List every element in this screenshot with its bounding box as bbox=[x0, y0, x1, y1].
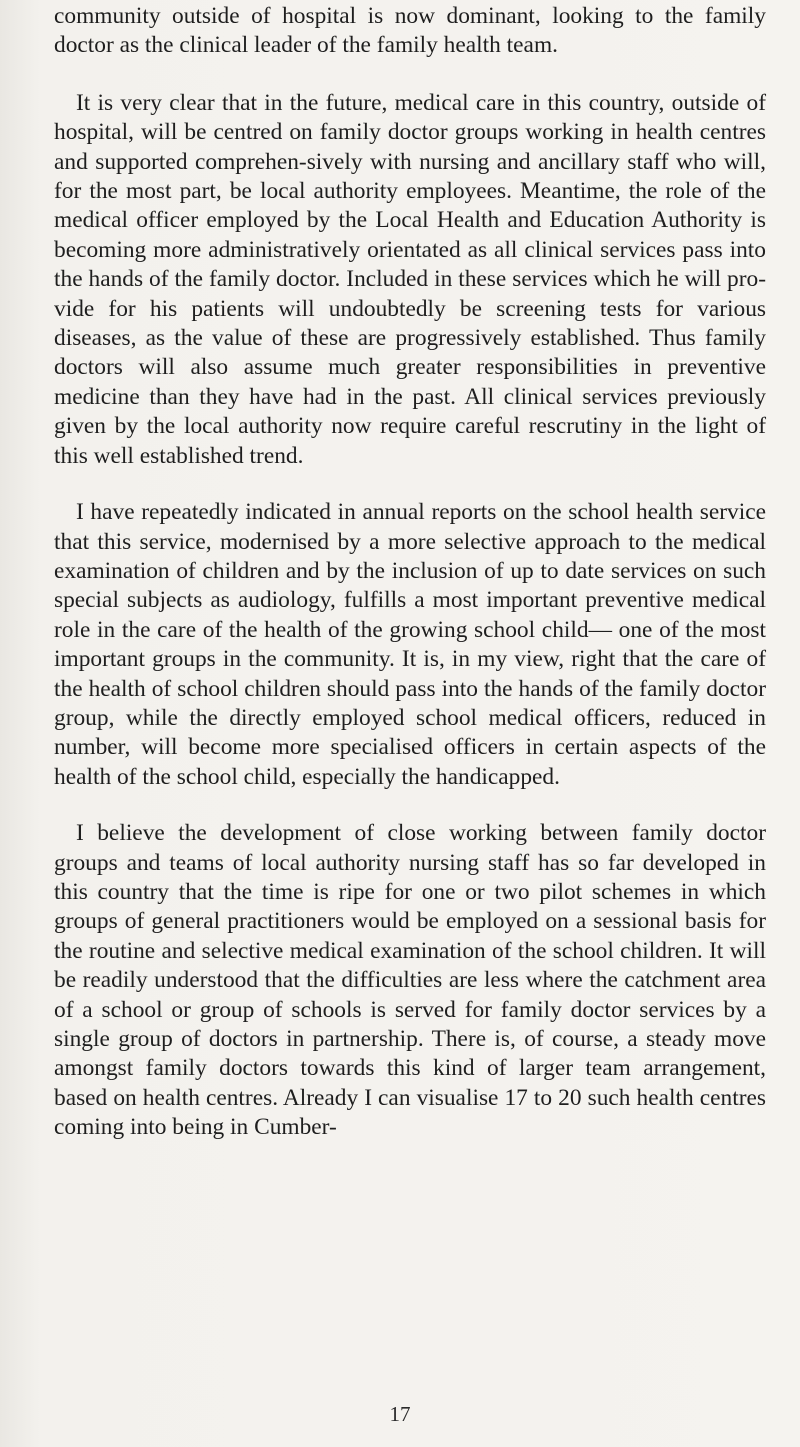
paragraph-2: It is very clear that in the future, medical care in this country, outside of hospital, will be centred on family doctor groups working in health centres and supported comprehen-sively with nursing and ancillary staff who will, for the most part, be local authority employees. Meantime, the role of the medical officer employed by the Local Health and Education Authority is becoming more administratively orientated as all clinical services pass into the hands of the family doctor. Included in these services which he will pro-vide for his patients will undoubtedly be screening tests for various diseases, as the value of these are progressively established. Thus family doctors will also assume much greater responsibilities in preventive medicine than they have had in the past. All clinical services previously given by the local authority now require careful rescrutiny in the light of this well established trend. bbox=[54, 89, 766, 469]
page-number: 17 bbox=[389, 1402, 411, 1426]
body-text bbox=[54, 2, 766, 1143]
paragraph-1: community outside of hospital is now dominant, looking to the family doctor as the clinical leader of the family health team. bbox=[54, 3, 766, 59]
paragraph-4: I believe the development of close working between family doctor groups and teams of local authority nursing staff has so far developed in this country that the time is ripe for one or two pilot schemes in which groups of general practitioners would be employed on a sessional basis for the routine and selective medical examination of the school children. It will be readily understood that the difficulties are less where the catchment area of a school or group of schools is served for family doctor services by a single group of doctors in partnership. There is, of course, a steady move amongst family doctors towards this kind of larger team arrangement, based on health centres. Already I can visualise 17 to 20 such health centres coming into being in Cumber- bbox=[54, 820, 766, 1141]
paragraph-3: I have repeatedly indicated in annual reports on the school health service that this service, modernised by a more selective approach to the medical examination of children and by the inclusion of up to date services on such special subjects as audiology, fulfills a most important preventive medical role in the care of the health of the growing school child— one of the most important groups in the community. It is, in my view, right that the care of the health of school children should pass into the hands of the family doctor group, while the directly employed school medical officers, reduced in number, will become more specialised officers in certain aspects of the health of the school child, especially the handicapped. bbox=[54, 499, 766, 790]
